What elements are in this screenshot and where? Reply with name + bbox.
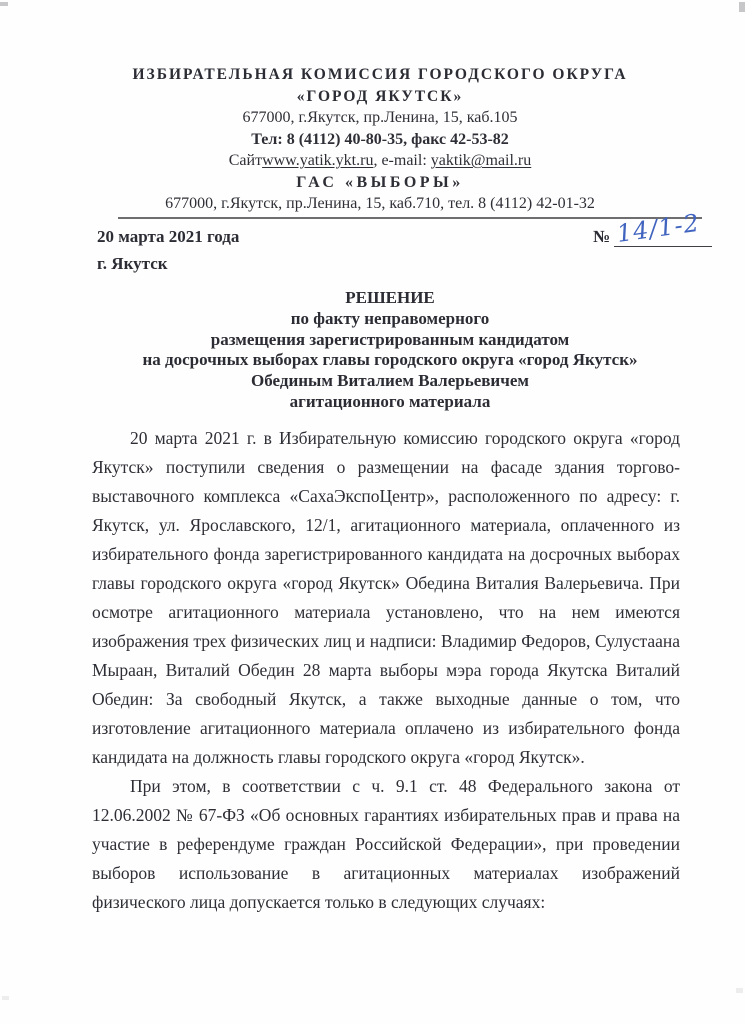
title-line: РЕШЕНИЕ: [345, 288, 435, 307]
org-contacts-line: [15, 150, 745, 172]
title-line: агитационного материала: [289, 391, 491, 411]
scan-artifact: [736, 988, 743, 993]
scan-artifact: [739, 2, 745, 12]
number-label: №: [593, 227, 611, 246]
document-number-row: [593, 208, 712, 248]
title-line: размещения зарегистрированным кандидатом: [210, 329, 570, 349]
gas-address: 677000, г.Якутск, пр.Ленина, 15, каб.710, тел. 8 (4112) 42-01-32: [165, 195, 595, 212]
site-url: www.yatik.ykt.ru: [262, 152, 374, 169]
document-date: 20 марта 2021 года: [97, 227, 240, 246]
header-divider: [118, 217, 702, 219]
number-blank-line: [614, 208, 712, 248]
body-paragraph: 20 марта 2021 г. в Избирательную комиссию городского округа «город Якутск» поступили сведения о размещении на фасаде здания торгово-выставочного комплекса «СахаЭкспоЦентр», расположенного по адресу: г. Якутск, ул. Ярославского, 12/1, агитационного материала, оплаченного из избирательного фонда зарегистрированного кандидата на досрочных выборах главы городского округа «город Якутск» Обедина Виталия Валерьевича. При осмотре агитационного материала установлено, что на нем имеются изображения трех физических лиц и надписи: Владимир Федоров, Сулустаана Мыраан, Виталий Обедин 28 марта выборы мэра города Якутска Виталий Обедин: За свободный Якутск, а также выходные данные о том, что изготовление агитационного материала оплачено из избирательного фонда кандидата на должность главы городского округа «город Якутск».: [92, 428, 680, 767]
handwritten-number: 14/1-2: [615, 208, 702, 248]
gas-vybory-line: ГАС «ВЫБОРЫ»: [296, 173, 464, 191]
org-name-line1: ИЗБИРАТЕЛЬНАЯ КОМИССИЯ ГОРОДСКОГО ОКРУГА: [132, 66, 628, 83]
org-address: 677000, г.Якутск, пр.Ленина, 15, каб.105: [242, 109, 518, 126]
title-line: на досрочных выборах главы городского округа «город Якутск»: [142, 350, 638, 370]
site-label: Сайт: [228, 152, 263, 169]
document-body: [92, 424, 680, 917]
document-city: г. Якутск: [97, 254, 168, 273]
document-title: [45, 288, 735, 413]
letterhead: [15, 64, 745, 215]
title-line: Обединым Виталием Валерьевичем: [251, 371, 529, 391]
org-name-line2: «ГОРОД ЯКУТСК»: [296, 87, 464, 105]
title-line: по факту неправомерного: [290, 308, 490, 328]
org-phone: Тел: 8 (4112) 40-80-35, факс 42-53-82: [251, 130, 509, 148]
body-paragraph: При этом, в соответствии с ч. 9.1 ст. 48 Федерального закона от 12.06.2002 № 67-ФЗ «Об основных гарантиях избирательных прав и права на участие в референдуме граждан Российской Федерации», при проведении выборов использование в агитационных материалах изображений физического лица допускается только в следующих случаях:: [92, 776, 680, 912]
scan-artifact: [0, 2, 8, 6]
email-label: , e-mail:: [373, 152, 431, 169]
scan-artifact: [2, 996, 9, 1000]
email-address: yaktik@mail.ru: [430, 152, 532, 169]
